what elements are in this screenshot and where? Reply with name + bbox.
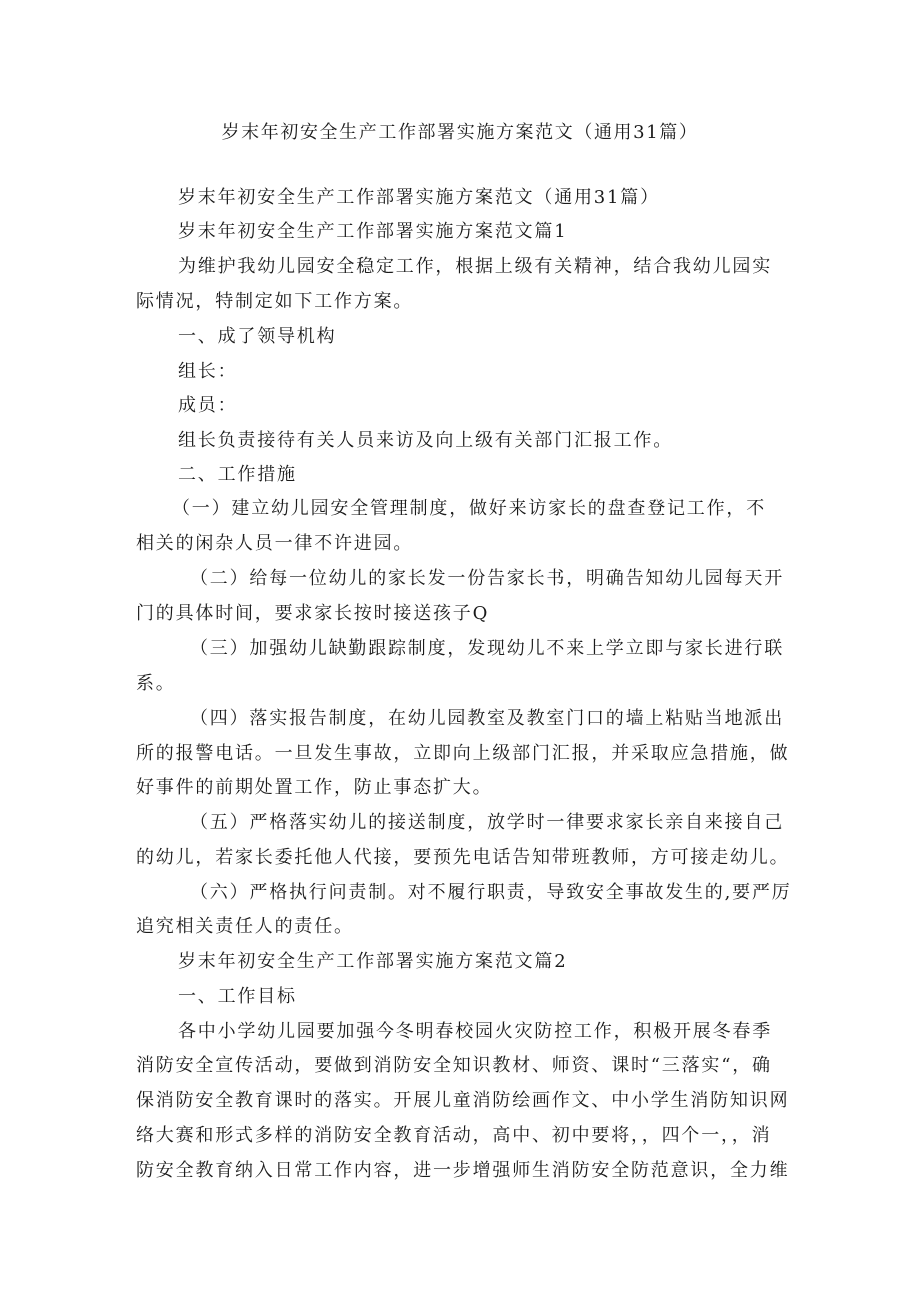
document-title: 岁末年初安全生产工作部署实施方案范文（通用31篇） (221, 122, 699, 143)
subheading-line: 一、工作目标 (178, 986, 297, 1007)
paragraph-line: （二）给每一位幼儿的家长发一份告家长书，明确告知幼儿园每天开 (190, 568, 784, 589)
paragraph-line: 的幼儿，若家长委托他人代接，要预先电话告知带班教师，方可接走幼儿。 (136, 847, 790, 868)
paragraph-line: 各中小学幼儿园要加强今冬明春校园火灾防控工作，积极开展冬春季 (178, 1021, 772, 1042)
paragraph-line: 组长负责接待有关人员来访及向上级有关部门汇报工作。 (178, 430, 673, 451)
paragraph-line: （六）严格执行问责制。对不履行职责，导致安全事故发生的,要严厉 (190, 882, 792, 903)
section-heading-2: 岁末年初安全生产工作部署实施方案范文篇2 (178, 951, 568, 972)
paragraph-line: 追究相关责任人的责任。 (136, 916, 354, 937)
paragraph-line: （三）加强幼儿缺勤跟踪制度，发现幼儿不来上学立即与家长进行联 (190, 638, 784, 659)
paragraph-line: 好事件的前期处置工作，防止事态扩大。 (136, 777, 493, 798)
paragraph-line: 防安全教育纳入日常工作内容，进一步增强师生消防安全防范意识，全力维 (136, 1160, 790, 1181)
section-heading-1: 岁末年初安全生产工作部署实施方案范文篇1 (178, 221, 568, 242)
paragraph-line: 保消防安全教育课时的落实。开展儿童消防绘画作文、中小学生消防知识网 (136, 1090, 790, 1111)
paragraph-line: 所的报警电话。一旦发生事故，立即向上级部门汇报，并采取应急措施，做 (136, 743, 790, 764)
paragraph-line: （一）建立幼儿园安全管理制度，做好来访家长的盘查登记工作，不 (172, 498, 766, 519)
paragraph-line: 相关的闲杂人员一律不许进园。 (136, 533, 414, 554)
paragraph-line: 组长： (178, 361, 238, 382)
subheading-line: 一、成了领导机构 (178, 326, 337, 347)
subtitle-line: 岁末年初安全生产工作部署实施方案范文（通用31篇） (178, 187, 660, 208)
paragraph-line: 际情况，特制定如下工作方案。 (136, 291, 414, 312)
paragraph-line: 消防安全宣传活动，要做到消防安全知识教材、师资、课时“三落实“，确 (136, 1055, 772, 1076)
subheading-line: 二、工作措施 (178, 464, 297, 485)
paragraph-line: （五）严格落实幼儿的接送制度，放学时一律要求家长亲自来接自己 (190, 812, 784, 833)
paragraph-line: （四）落实报告制度，在幼儿园教室及教室门口的墙上粘贴当地派出 (190, 708, 784, 729)
paragraph-line: 系。 (136, 673, 176, 694)
paragraph-line: 成员： (178, 395, 238, 416)
paragraph-line: 为维护我幼儿园安全稳定工作，根据上级有关精神，结合我幼儿园实 (178, 256, 772, 277)
paragraph-line: 门的具体时间，要求家长按时接送孩子Q (136, 603, 490, 624)
paragraph-line: 络大赛和形式多样的消防安全教育活动，高中、初中要将，，四个一，，消 (136, 1125, 772, 1146)
